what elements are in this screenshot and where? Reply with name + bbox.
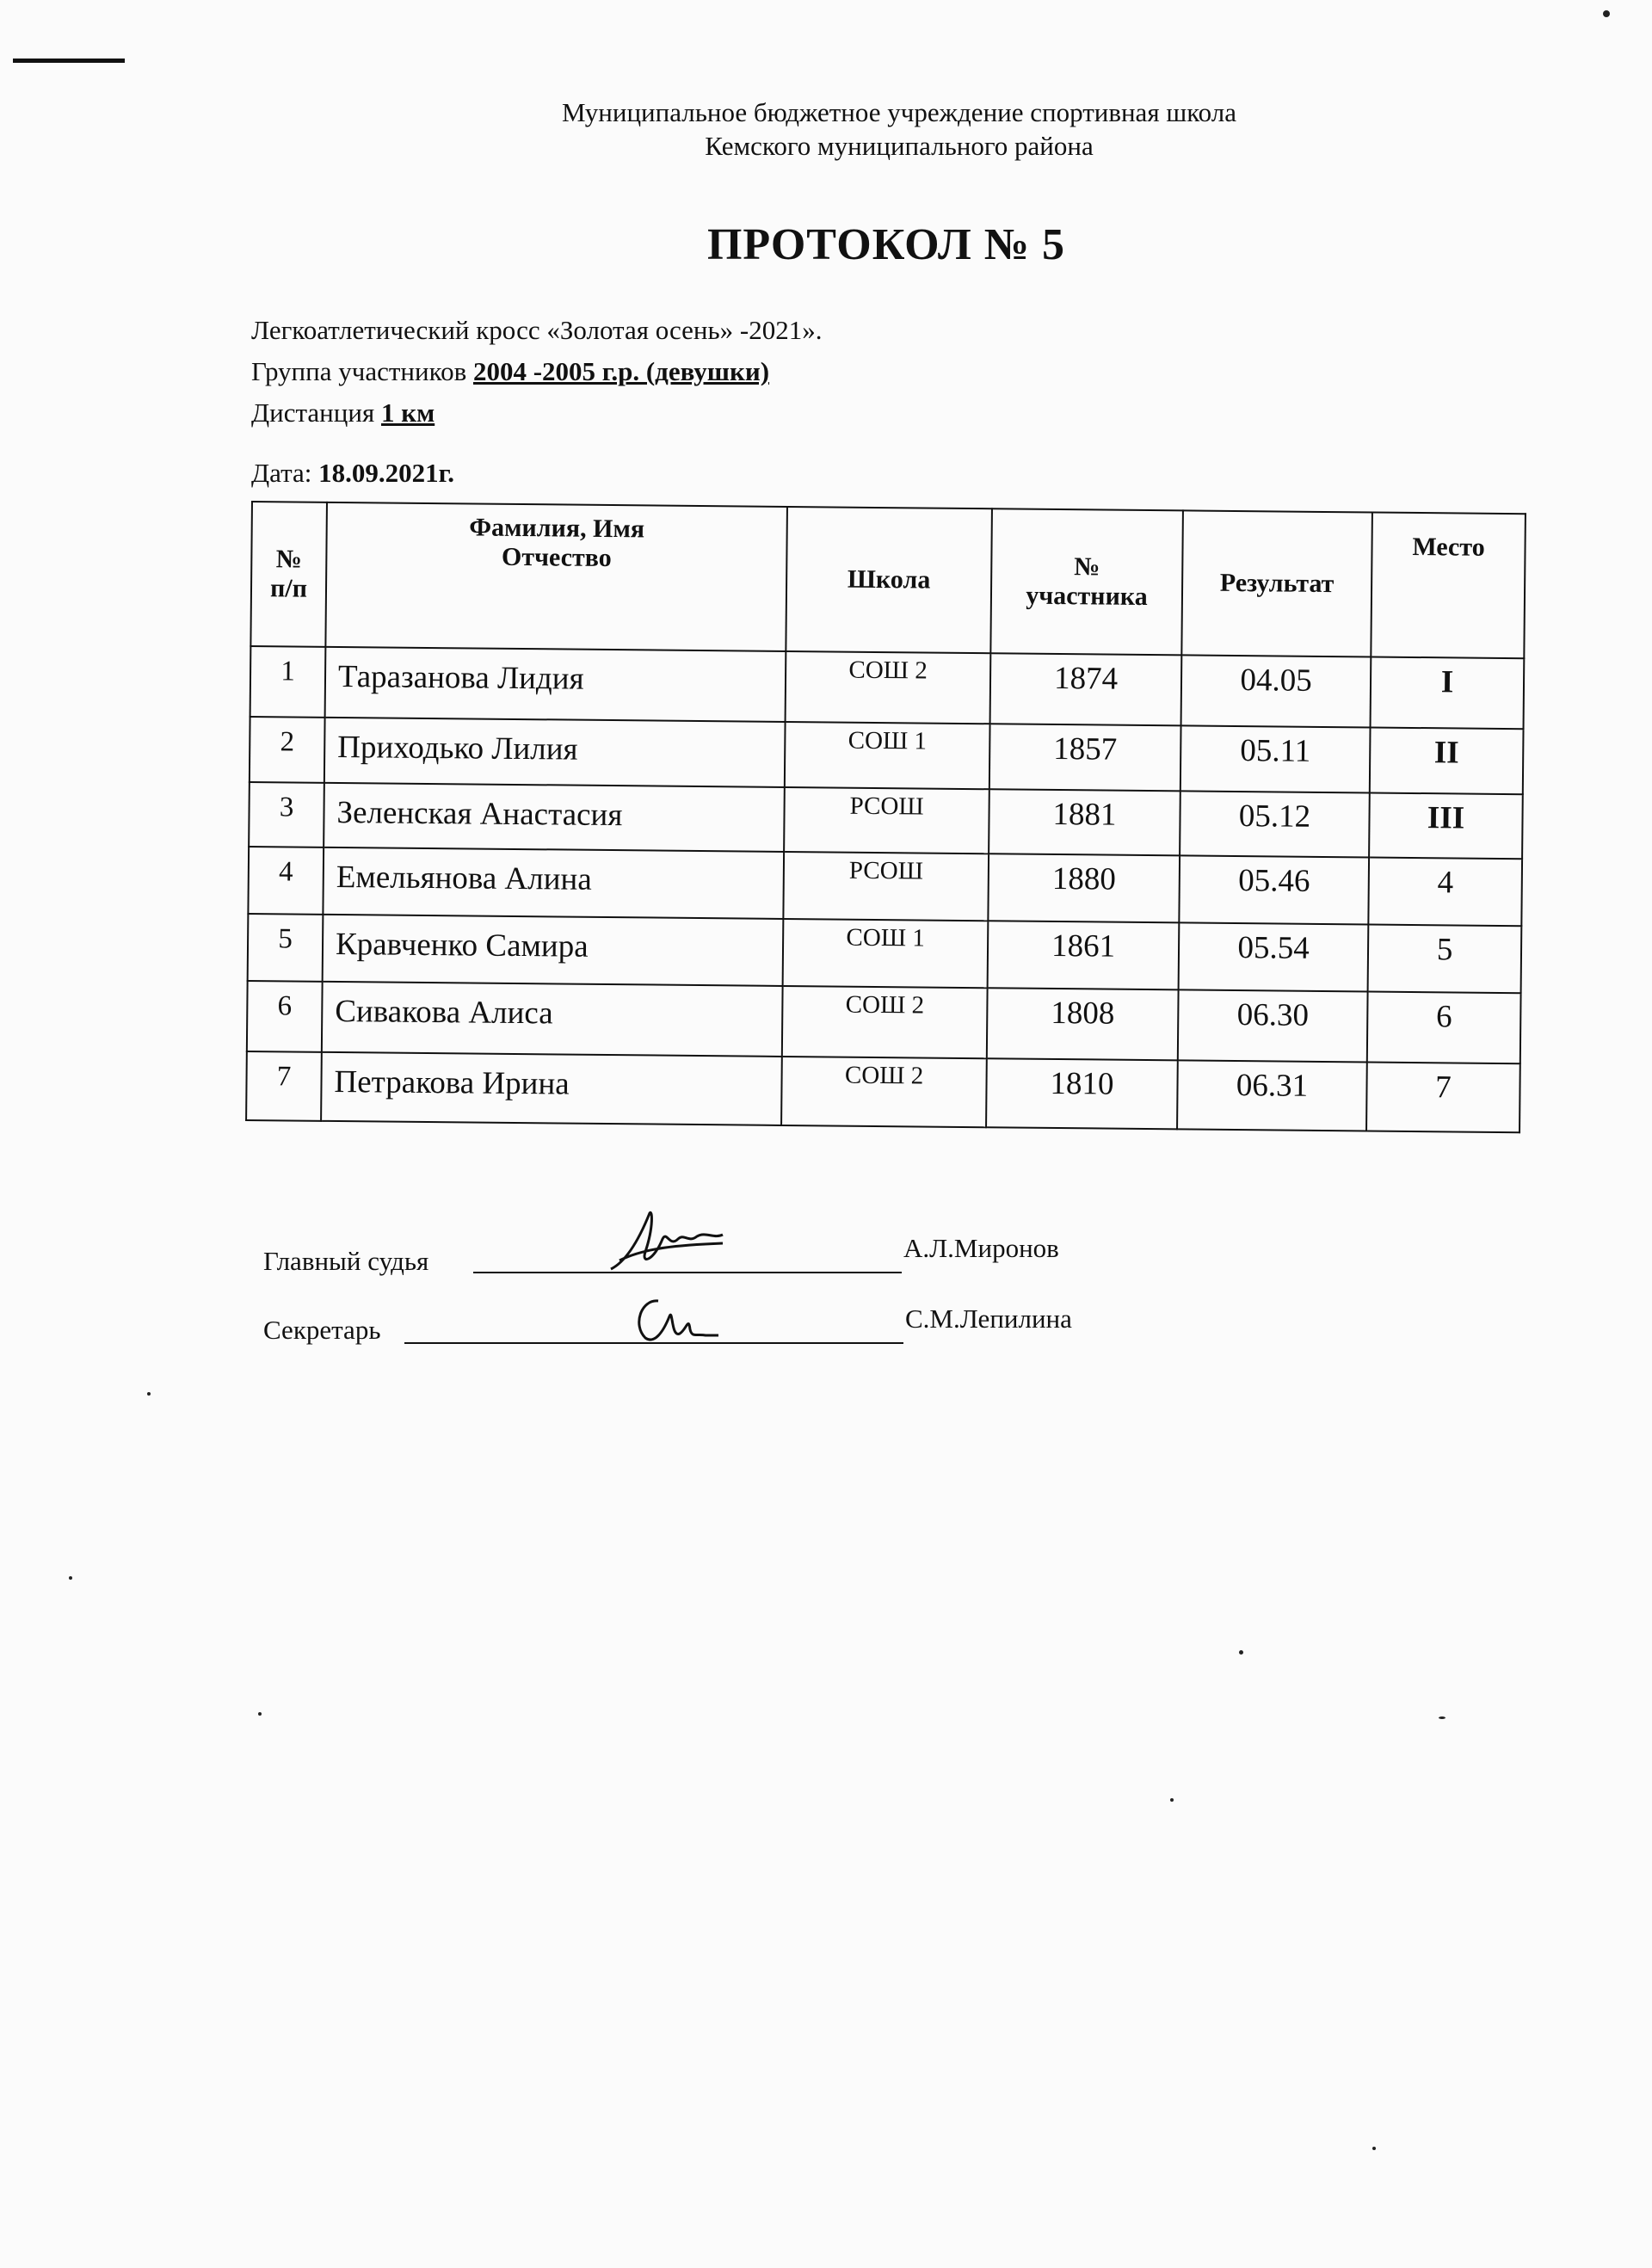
date-line: [251, 458, 454, 489]
header-result: Результат: [1181, 510, 1372, 656]
table-row: [246, 1051, 1520, 1132]
school: РСОШ: [783, 852, 989, 921]
row-number: 2: [250, 717, 325, 783]
table-header-row: [250, 502, 1526, 658]
row-number: 1: [250, 646, 326, 718]
school: СОШ 2: [781, 1057, 987, 1127]
result-time: 05.12: [1180, 791, 1370, 857]
participant-number: 1874: [990, 653, 1182, 725]
school: СОШ 2: [786, 651, 991, 724]
row-number: 7: [246, 1051, 322, 1121]
school: СОШ 1: [785, 722, 990, 789]
participant-number: 1880: [988, 854, 1180, 922]
table-row: [250, 717, 1524, 794]
scan-speck: [1239, 1650, 1243, 1655]
event-name: Легкоатлетический кросс «Золотая осень» -2021».: [251, 315, 823, 345]
participant-number: 1857: [989, 724, 1181, 791]
scan-speck: [147, 1392, 151, 1396]
date-label: Дата:: [251, 458, 312, 488]
result-time: 06.30: [1178, 989, 1368, 1062]
header-school: Школа: [786, 507, 992, 653]
header-num: № п/п: [250, 502, 327, 647]
participant-name: Емельянова Алина: [323, 847, 784, 919]
place: II: [1370, 727, 1524, 794]
participant-name: Петракова Ирина: [321, 1052, 782, 1125]
secretary-name: С.М.Лепилина: [905, 1303, 1072, 1334]
participant-name: Приходько Лилия: [324, 718, 786, 787]
participant-name: Кравченко Самира: [323, 915, 784, 986]
participant-name: Зеленская Анастасия: [324, 783, 785, 852]
judge-name: А.Л.Миронов: [903, 1233, 1059, 1263]
result-time: 05.54: [1179, 922, 1369, 991]
distance-line: [251, 398, 435, 428]
header-place: Место: [1371, 513, 1526, 659]
document-title: ПРОТОКОЛ № 5: [706, 220, 1066, 269]
table-row: [250, 646, 1525, 729]
secretary-signature: [628, 1291, 723, 1351]
header-participant: № участника: [990, 508, 1183, 655]
group-value: 2004 -2005 г.р. (девушки): [472, 356, 770, 386]
place: I: [1371, 656, 1525, 729]
scan-speck: [258, 1712, 262, 1716]
result-time: 06.31: [1177, 1060, 1367, 1131]
participant-number: 1881: [989, 789, 1180, 855]
secretary-label: Секретарь: [263, 1315, 381, 1345]
place: 6: [1367, 991, 1521, 1063]
table-row: [248, 847, 1522, 926]
participant-number: 1808: [987, 988, 1179, 1060]
result-time: 04.05: [1181, 655, 1372, 727]
scan-mark: [13, 59, 125, 63]
group-label: Группа участников: [251, 356, 467, 386]
place: 4: [1368, 857, 1522, 926]
row-number: 6: [247, 981, 323, 1052]
scan-speck: [1439, 1716, 1446, 1719]
row-number: 3: [249, 782, 324, 847]
participant-name: Таразанова Лидия: [325, 647, 786, 722]
participant-number: 1810: [986, 1058, 1178, 1129]
judge-signature: [602, 1200, 731, 1286]
row-number: 4: [248, 847, 324, 915]
participant-name: Сивакова Алиса: [322, 982, 783, 1057]
org-name-line1: Муниципальное бюджетное учреждение спортивная школа: [561, 97, 1237, 127]
scan-speck: [1372, 2147, 1376, 2150]
scan-speck: [1170, 1798, 1174, 1802]
results-table: [245, 501, 1526, 1133]
school: РСОШ: [784, 787, 989, 854]
table-row: [249, 782, 1523, 859]
table-row: [248, 914, 1522, 993]
participant-number: 1861: [988, 921, 1180, 989]
table-row: [247, 981, 1521, 1063]
judge-label: Главный судья: [263, 1246, 429, 1276]
distance-value: 1 км: [380, 398, 435, 428]
school: СОШ 2: [782, 986, 988, 1058]
result-time: 05.11: [1180, 725, 1371, 792]
scan-speck: [69, 1576, 72, 1580]
header-name: Фамилия, Имя Отчество: [325, 502, 787, 651]
place: 7: [1366, 1062, 1520, 1132]
school: СОШ 1: [783, 919, 989, 988]
org-name-line2: Кемского муниципального района: [705, 131, 1094, 161]
scan-speck: [1603, 10, 1610, 17]
place: 5: [1368, 924, 1522, 993]
row-number: 5: [248, 914, 324, 982]
date-value: 18.09.2021г.: [318, 458, 454, 488]
place: III: [1369, 792, 1523, 859]
distance-label: Дистанция: [251, 398, 375, 428]
result-time: 05.46: [1179, 855, 1369, 924]
group-line: [251, 356, 769, 387]
